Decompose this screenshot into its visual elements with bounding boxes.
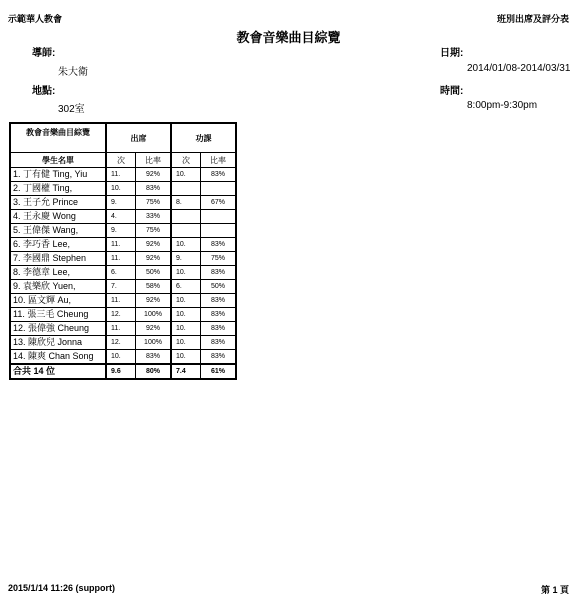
attendance-rate-cell: 80% [136,364,172,379]
homework-rate-cell: 50% [201,280,237,294]
student-list-header: 學生名單 [10,153,106,168]
table-row [10,322,236,336]
time-label: 時間: [440,86,464,97]
homework-rate-cell: 67% [201,196,237,210]
homework-rate-cell: 83% [201,266,237,280]
homework-count-header: 次 [171,153,201,168]
homework-count-cell: 10. [171,266,201,280]
homework-count-cell: 10. [171,294,201,308]
attendance-rate-cell: 75% [136,224,172,238]
table-row [10,168,236,182]
homework-count-cell [171,210,201,224]
attendance-table [9,122,237,380]
table-row [10,294,236,308]
print-timestamp: 2015/1/14 11:26 (support) [8,583,116,593]
date-label: 日期: [440,48,464,59]
homework-count-cell: 10. [171,168,201,182]
attendance-count-cell: 7. [106,280,136,294]
attendance-count-cell: 4. [106,210,136,224]
attendance-rate-header: 比率 [136,153,172,168]
homework-rate-header: 比率 [201,153,237,168]
table-row [10,182,236,196]
attendance-count-cell: 6. [106,266,136,280]
student-name-cell: 5. 王偉傑 Wang, [10,224,106,238]
homework-count-cell: 7.4 [171,364,201,379]
table-row [10,238,236,252]
homework-rate-cell: 83% [201,336,237,350]
attendance-count-cell: 11. [106,238,136,252]
homework-rate-cell [201,182,237,196]
table-header-row [10,123,236,153]
attendance-rate-cell: 92% [136,168,172,182]
student-name-cell: 4. 王永慶 Wong [10,210,106,224]
homework-rate-cell: 83% [201,294,237,308]
attendance-rate-cell: 33% [136,210,172,224]
homework-count-cell: 10. [171,308,201,322]
homework-count-cell: 10. [171,336,201,350]
table-row [10,266,236,280]
student-name-cell: 9. 袁樂欣 Yuen, [10,280,106,294]
student-name-cell: 12. 張偉強 Cheung [10,322,106,336]
attendance-count-cell: 9. [106,196,136,210]
teacher-value: 朱大衛 [58,67,88,78]
attendance-count-cell: 10. [106,350,136,365]
homework-count-cell: 8. [171,196,201,210]
homework-count-cell [171,224,201,238]
student-name-cell: 14. 陳爽 Chan Song [10,350,106,365]
attendance-rate-cell: 92% [136,322,172,336]
attendance-count-cell: 10. [106,182,136,196]
attendance-rate-cell: 58% [136,280,172,294]
attendance-rate-cell: 75% [136,196,172,210]
homework-count-cell: 10. [171,350,201,365]
attendance-header: 出席 [106,123,171,153]
homework-count-cell: 10. [171,238,201,252]
table-row [10,280,236,294]
student-name-cell: 13. 陳欣兒 Jonna [10,336,106,350]
table-row [10,350,236,365]
homework-rate-cell: 75% [201,252,237,266]
student-name-cell: 2. 丁國權 Ting, [10,182,106,196]
student-name-cell: 3. 王子允 Prince [10,196,106,210]
homework-header: 功課 [171,123,236,153]
student-name-cell: 11. 張三毛 Cheung [10,308,106,322]
homework-rate-cell: 83% [201,322,237,336]
attendance-count-cell: 9. [106,224,136,238]
student-name-cell: 1. 丁有健 Ting, Yiu [10,168,106,182]
homework-rate-cell: 83% [201,238,237,252]
teacher-label: 導師: [32,48,56,59]
attendance-rate-cell: 100% [136,336,172,350]
homework-rate-cell: 61% [201,364,237,379]
homework-rate-cell: 83% [201,308,237,322]
student-name-cell: 7. 李國鼎 Stephen [10,252,106,266]
student-name-cell: 6. 李巧香 Lee, [10,238,106,252]
attendance-count-cell: 12. [106,308,136,322]
homework-rate-cell: 83% [201,168,237,182]
homework-rate-cell [201,210,237,224]
student-name-cell: 10. 區文輝 Au, [10,294,106,308]
course-title-cell: 教會音樂曲目綜覽 [10,123,106,153]
attendance-rate-cell: 100% [136,308,172,322]
time-value: 8:00pm-9:30pm [467,100,538,111]
table-row [10,308,236,322]
page-number: 第 1 頁 [540,585,569,595]
table-row [10,196,236,210]
attendance-count-cell: 11. [106,322,136,336]
table-row [10,252,236,266]
table-row [10,210,236,224]
attendance-rate-cell: 83% [136,182,172,196]
attendance-rate-cell: 92% [136,294,172,308]
attendance-count-cell: 11. [106,294,136,308]
page-title: 教會音樂曲目綜覽 [236,30,341,45]
student-name-cell: 8. 李德章 Lee, [10,266,106,280]
homework-count-cell: 10. [171,322,201,336]
location-value: 302室 [58,104,85,115]
attendance-count-cell: 11. [106,252,136,266]
attendance-rate-cell: 83% [136,350,172,365]
homework-rate-cell [201,224,237,238]
homework-count-cell [171,182,201,196]
student-name-cell: 合共 14 位 [10,364,106,379]
table-row [10,336,236,350]
attendance-count-cell: 11. [106,168,136,182]
homework-count-cell: 9. [171,252,201,266]
attendance-count-cell: 12. [106,336,136,350]
homework-count-cell: 6. [171,280,201,294]
report-type: 班別出席及評分表 [496,14,569,24]
total-row [10,364,236,379]
attendance-count-cell: 9.6 [106,364,136,379]
attendance-count-header: 次 [106,153,136,168]
attendance-rate-cell: 50% [136,266,172,280]
table-row [10,224,236,238]
homework-rate-cell: 83% [201,350,237,365]
location-label: 地點: [32,86,56,97]
organization-name: 示範華人教會 [8,14,63,24]
date-value: 2014/01/08-2014/03/31 [467,63,571,74]
attendance-rate-cell: 92% [136,238,172,252]
table-subheader-row [10,153,236,168]
attendance-rate-cell: 92% [136,252,172,266]
